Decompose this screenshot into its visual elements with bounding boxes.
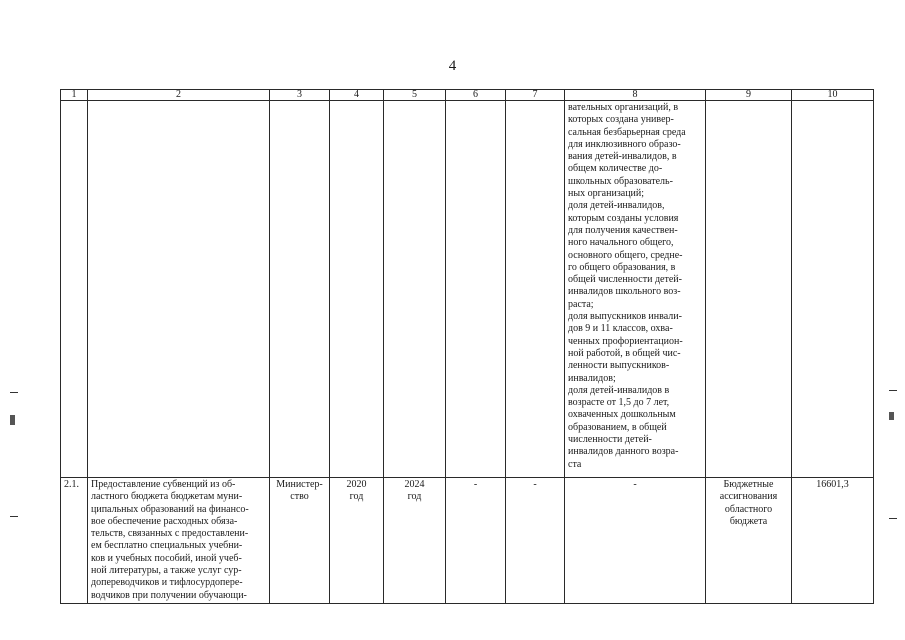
header-col-3: 3 (270, 90, 330, 101)
cell-empty (384, 101, 446, 478)
scan-mark (10, 392, 18, 393)
cell-empty (270, 101, 330, 478)
cell-empty (706, 101, 792, 478)
funding-source: Бюджетные ассигнования областного бюджета (706, 478, 792, 604)
measure-description: Предоставление субвенций из об- ластного бюджета бюджетам муни- ципальных образований на финансо- вое обеспечение расходных обяза- тельств, связанных с предоставлени- ем бесплатно специальных учебни- ков и учебных пособий, иной учеб- ной литературы, а также услуг сур- допереводчиков и тифлосурдопере- водчиков при получении обучающи- (88, 478, 270, 604)
col6-value: - (446, 478, 506, 604)
cell-empty (61, 101, 88, 478)
cell-empty (506, 101, 565, 478)
responsible-executor: Министер- ство (270, 478, 330, 604)
col7-value: - (506, 478, 565, 604)
cell-empty (792, 101, 874, 478)
scan-mark (889, 390, 897, 391)
header-col-8: 8 (565, 90, 706, 101)
header-col-5: 5 (384, 90, 446, 101)
cell-empty (446, 101, 506, 478)
start-year: 2020 год (330, 478, 384, 604)
scan-mark (10, 415, 15, 425)
header-row (61, 90, 874, 101)
table-row (61, 478, 874, 604)
header-col-2: 2 (88, 90, 270, 101)
scan-mark (889, 412, 894, 420)
header-col-6: 6 (446, 90, 506, 101)
header-col-1: 1 (61, 90, 88, 101)
header-col-4: 4 (330, 90, 384, 101)
scan-mark (10, 516, 18, 517)
end-year: 2024 год (384, 478, 446, 604)
cell-empty (330, 101, 384, 478)
continuation-row (61, 101, 874, 478)
row-number: 2.1. (61, 478, 88, 604)
header-col-10: 10 (792, 90, 874, 101)
col8-value: - (565, 478, 706, 604)
indicators-cell: вательных организаций, в которых создана универ- сальная безбарьерная среда для инклюзивного образо- вания детей-инвалидов, в общем количестве до- школьных образователь- ных организаций; доля детей-инвалидов, которым созданы условия для получения качествен- ного начального общего, основного общего, средне- го общего образования, в общей численности детей- инвалидов школьного воз- раста; доля выпускников инвали- дов 9 и 11 классов, охва- ченных профориентацион- ной работой, в общей чис- ленности выпускников- инвалидов; доля детей-инвалидов в возрасте от 1,5 до 7 лет, охваченных дошкольным образованием, в общей численности детей- инвалидов данного возра- ста (565, 101, 706, 478)
cell-empty (88, 101, 270, 478)
header-col-9: 9 (706, 90, 792, 101)
scan-mark (889, 518, 897, 519)
page-number: 4 (448, 58, 457, 74)
header-col-7: 7 (506, 90, 565, 101)
program-table (60, 89, 874, 604)
funding-amount: 16601,3 (792, 478, 874, 604)
